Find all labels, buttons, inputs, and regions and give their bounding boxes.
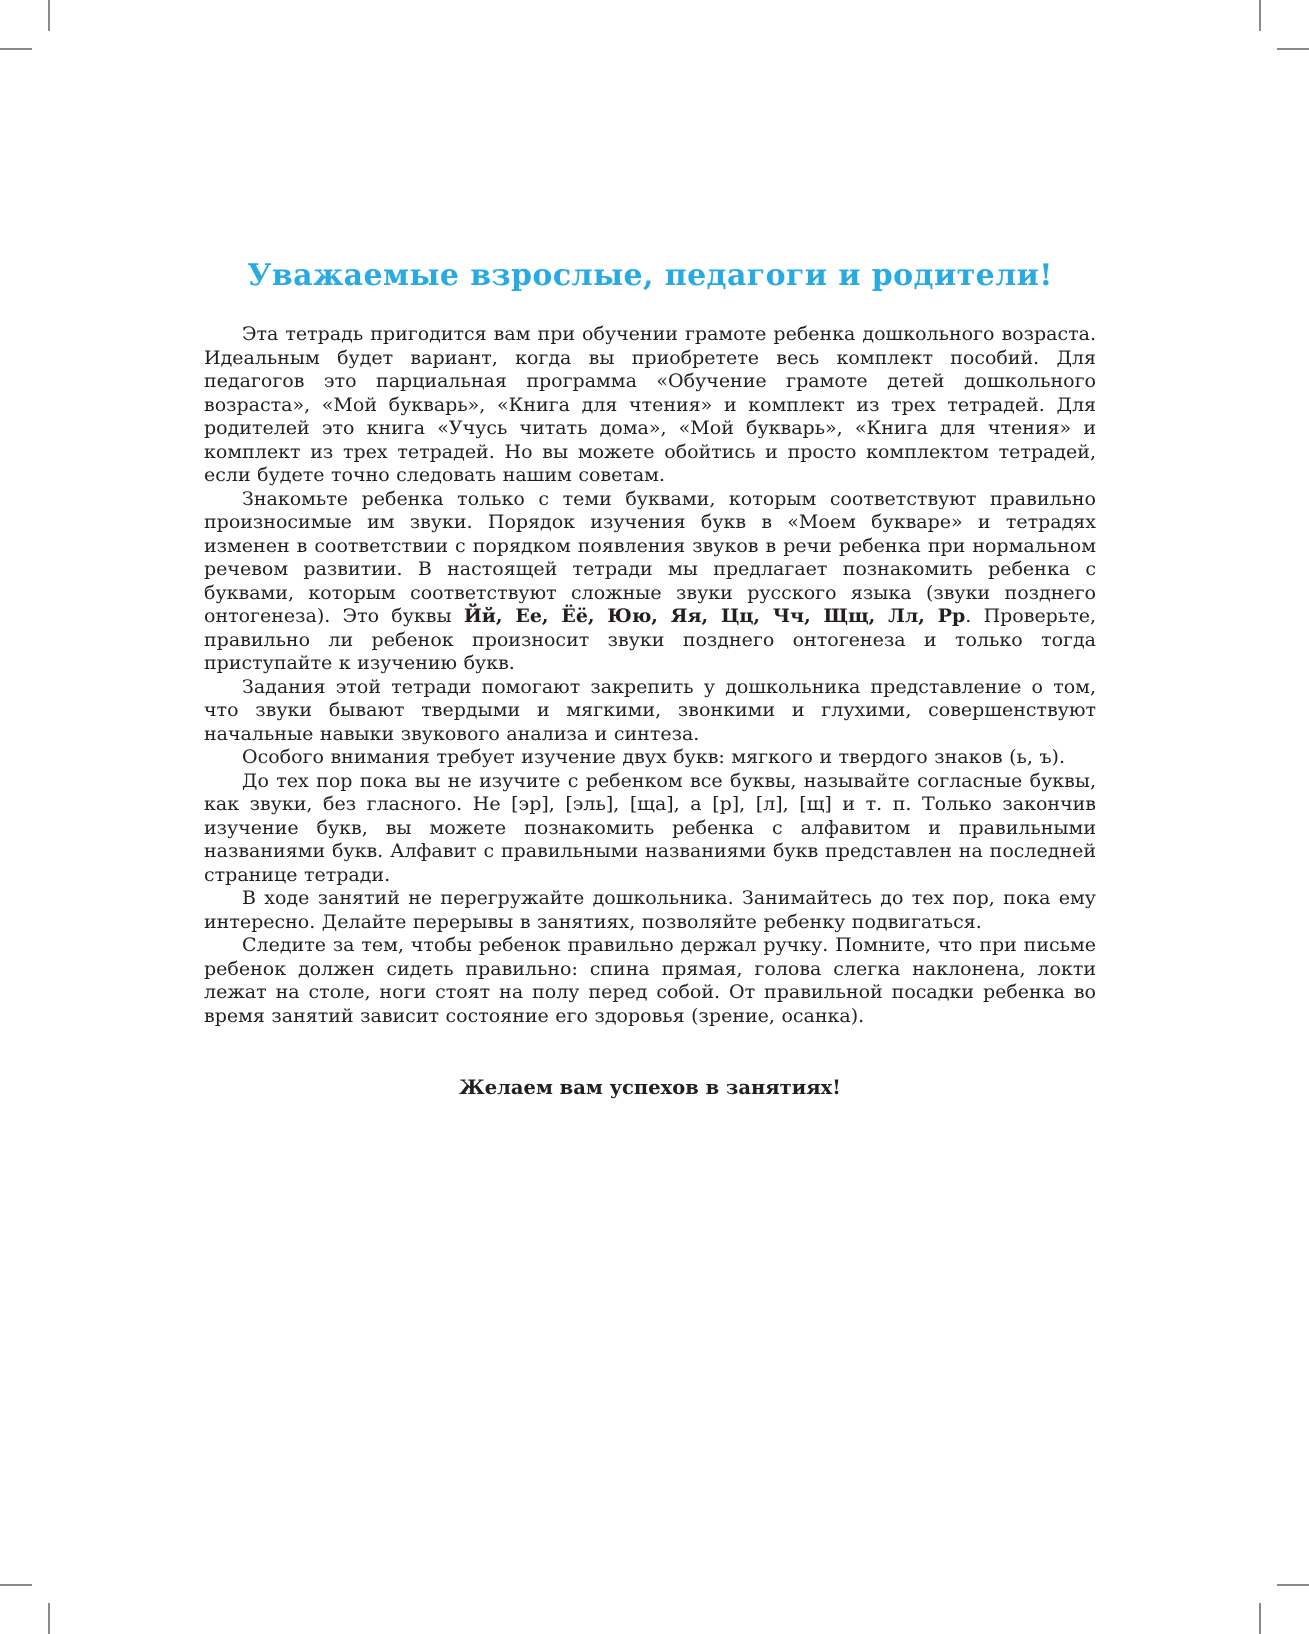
crop-mark-bottom-right-vertical	[1259, 1603, 1261, 1634]
crop-mark-top-right-horizontal	[1277, 48, 1309, 50]
crop-mark-bottom-right-horizontal	[1277, 1584, 1309, 1586]
paragraph	[204, 770, 1096, 888]
paragraph-text: До тех пор пока вы не изучите с ребенком все буквы, называйте согласные буквы, как звуки, без гласного. Не [эр], [эль], [ща], а [р], [л], [щ] и т. п. Только закончив изучение букв, вы можете познакомить ребенка с алфавитом и правильными названиями букв. Алфавит с правильными названиями букв представлен на последней странице тетради.	[204, 769, 1096, 886]
crop-mark-top-left-horizontal	[0, 48, 32, 50]
paragraph-text: В ходе занятий не перегружайте дошкольника. Занимайтесь до тех пор, пока ему интересно. Делайте перерывы в занятиях, позволяйте ребенку подвигаться.	[204, 887, 1096, 933]
crop-mark-top-right-vertical	[1259, 0, 1261, 31]
page-content	[204, 258, 1096, 1099]
paragraph	[204, 746, 1096, 770]
paragraph	[204, 488, 1096, 676]
page-title: Уважаемые взрослые, педагоги и родители!	[247, 258, 1053, 293]
closing-line: Желаем вам успехов в занятиях!	[459, 1076, 841, 1099]
paragraph-text: . Проверьте, правильно ли ребенок произносит звуки позднего онтогенеза и только тогда приступайте к изучению букв.	[204, 605, 1096, 674]
paragraph	[204, 934, 1096, 1028]
crop-mark-top-left-vertical	[48, 0, 50, 31]
paragraph-text: Задания этой тетради помогают закрепить у дошкольника представление о том, что звуки бывают твердыми и мягкими, звонкими и глухими, совершенствуют начальные навыки звукового анализа и синтеза.	[204, 675, 1096, 745]
body-paragraphs	[204, 323, 1096, 1028]
paragraph-text: Эта тетрадь пригодится вам при обучении грамоте ребенка дошкольного возраста. Идеальным будет вариант, когда вы приобретете весь комплект пособий. Для педагогов это парциальная программа «Обучение грамоте детей дошкольного возраста», «Мой букварь», «Книга для чтения» и комплект из трех тетрадей. Для родителей это книга «Учусь читать дома», «Мой букварь», «Книга для чтения» и комплект из трех тетрадей. Но вы можете обойтись и просто комплектом тетрадей, если будете точно следовать нашим советам.	[204, 323, 1096, 486]
paragraph-text: Следите за тем, чтобы ребенок правильно держал ручку. Помните, что при письме ребенок должен сидеть правильно: спина прямая, голова слегка наклонена, локти лежат на столе, ноги стоят на полу перед собой. От правильной посадки ребенка во время занятий зависит состояние его здоровья (зрение, осанка).	[204, 934, 1096, 1027]
crop-mark-bottom-left-vertical	[48, 1603, 50, 1634]
paragraph	[204, 676, 1096, 747]
bold-letter-list: Йй, Ее, Ёё, Юю, Яя, Цц, Чч, Щщ, Лл, Рр	[463, 605, 966, 627]
paragraph	[204, 323, 1096, 488]
crop-mark-bottom-left-horizontal	[0, 1584, 32, 1586]
paragraph	[204, 887, 1096, 934]
paragraph-text: Знакомьте ребенка только с теми буквами, которым соответствуют правильно произносимые им звуки. Порядок изучения букв в «Моем букваре» и тетрадях изменен в соответствии с порядком появления звуков в речи ребенка при нормальном речевом развитии. В настоящей тетради мы предлагает познакомить ребенка с буквами, которым соответствуют сложные звуки русского языка (звуки позднего онтогенеза). Это буквы	[204, 487, 1096, 627]
paragraph-text: Особого внимания требует изучение двух букв: мягкого и твердого знаков (ь, ъ).	[242, 746, 1066, 768]
